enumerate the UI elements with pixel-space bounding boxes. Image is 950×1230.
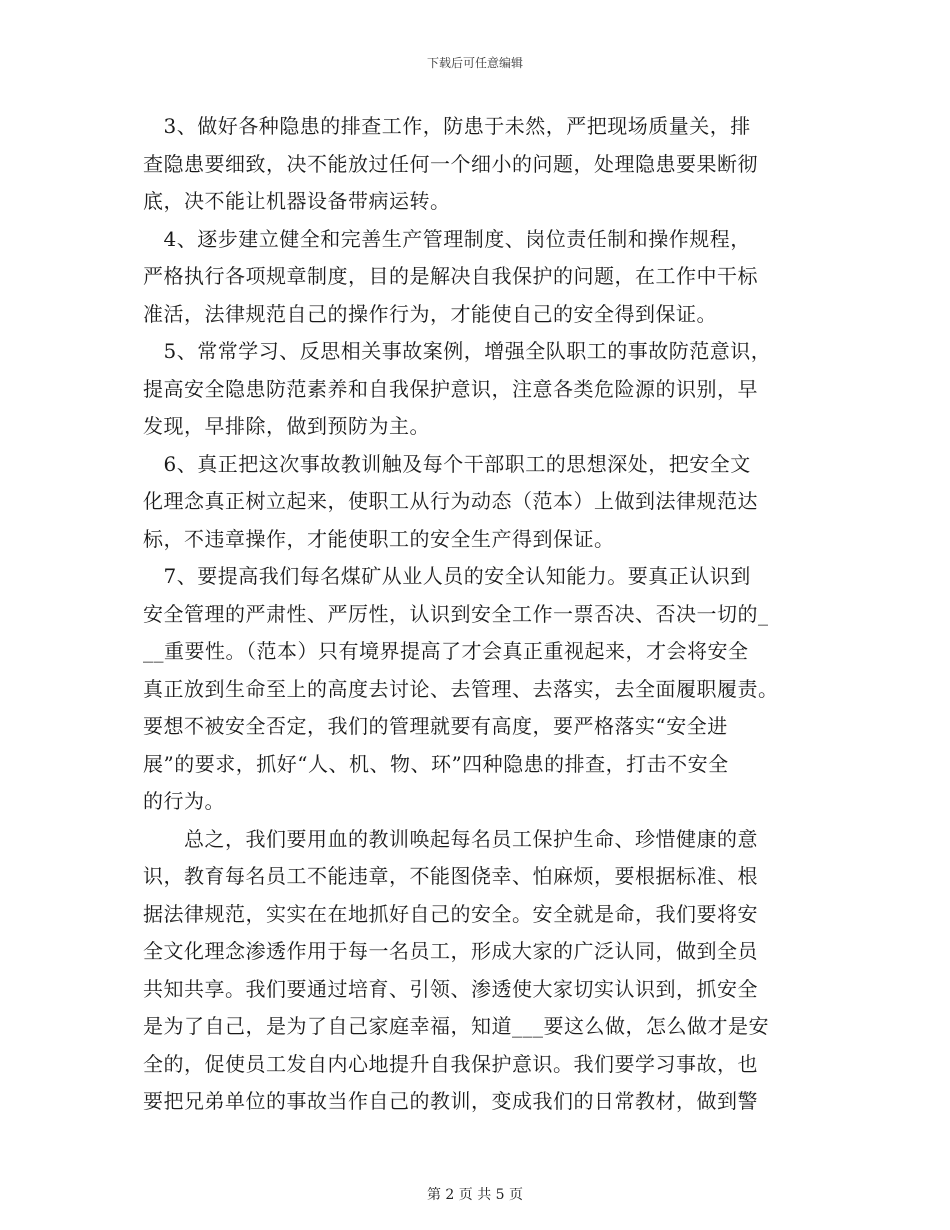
document-body (143, 108, 803, 1121)
text-line: 严格执行各项规章制度，目的是解决自我保护的问题，在工作中干标 (143, 264, 758, 288)
text-line: 全文化理念渗透作用于每一名员工，形成大家的广泛认同，做到全员 (143, 939, 758, 963)
text-line: 全的，促使员工发自内心地提升自我保护意识。我们要学习事故，也 (143, 1051, 758, 1076)
text-line: __重要性。（范本）只有境界提高了才会真正重视起来，才会将安全 (143, 639, 749, 663)
text-line: 共知共享。我们要通过培育、引领、渗透使大家切实认识到，抓安全 (143, 976, 758, 1001)
text-line: 展”的要求，抓好“人、机、物、环”四种隐患的排查，打击不安全 (143, 751, 729, 776)
text-line: 6、真正把这次事故教训触及每个干部职工的思想深处，把安全文 (143, 451, 751, 476)
page-footer: 第 2 页 共 5 页 (426, 1187, 524, 1203)
text-line: 底，决不能让机器设备带病运转。 (143, 189, 451, 213)
text-line: 据法律规范，实实在在地抓好自己的安全。安全就是命，我们要将安 (143, 901, 758, 926)
text-line: 准活，法律规范自己的操作行为，才能使自己的安全得到保证。 (143, 301, 717, 326)
text-line: 7、要提高我们每名煤矿从业人员的安全认知能力。要真正认识到 (143, 564, 751, 588)
text-line: 5、常常学习、反思相关事故案例，增强全队职工的事故防范意识， (143, 339, 772, 363)
text-line: 要把兄弟单位的事故当作自己的教训，变成我们的日常教材，做到警 (143, 1089, 758, 1113)
text-line: 的行为。 (143, 789, 225, 813)
text-line: 查隐患要细致，决不能放过任何一个细小的问题，处理隐患要果断彻 (143, 151, 758, 176)
text-line: 提高安全隐患防范素养和自我保护意识，注意各类危险源的识别，早 (143, 376, 758, 401)
text-line: 标，不违章操作，才能使职工的安全生产得到保证。 (143, 526, 615, 551)
text-line: 安全管理的严肃性、严厉性，认识到安全工作一票否决、否决一切的_ (143, 601, 769, 626)
text-line: 总之，我们要用血的教训唤起每名员工保护生命、珍惜健康的意 (143, 826, 758, 851)
text-line: 3、做好各种隐患的排查工作，防患于未然，严把现场质量关，排 (143, 114, 751, 138)
text-line: 化理念真正树立起来，使职工从行为动态（范本）上做到法律规范达 (143, 489, 758, 513)
text-line: 4、逐步建立健全和完善生产管理制度、岗位责任制和操作规程， (143, 226, 751, 251)
text-line: 要想不被安全否定，我们的管理就要有高度，要严格落实“安全进 (143, 714, 728, 738)
page-header: 下载后可任意编辑 (426, 56, 523, 70)
text-line: 是为了自己，是为了自己家庭幸福，知道___要这么做，怎么做才是安 (143, 1014, 769, 1038)
text-line: 识，教育每名员工不能违章，不能图侥幸、怕麻烦，要根据标准、根 (143, 864, 758, 888)
text-line: 发现，早排除，做到预防为主。 (143, 414, 430, 438)
text-line: 真正放到生命至上的高度去讨论、去管理、去落实，去全面履职履责。 (143, 676, 779, 701)
